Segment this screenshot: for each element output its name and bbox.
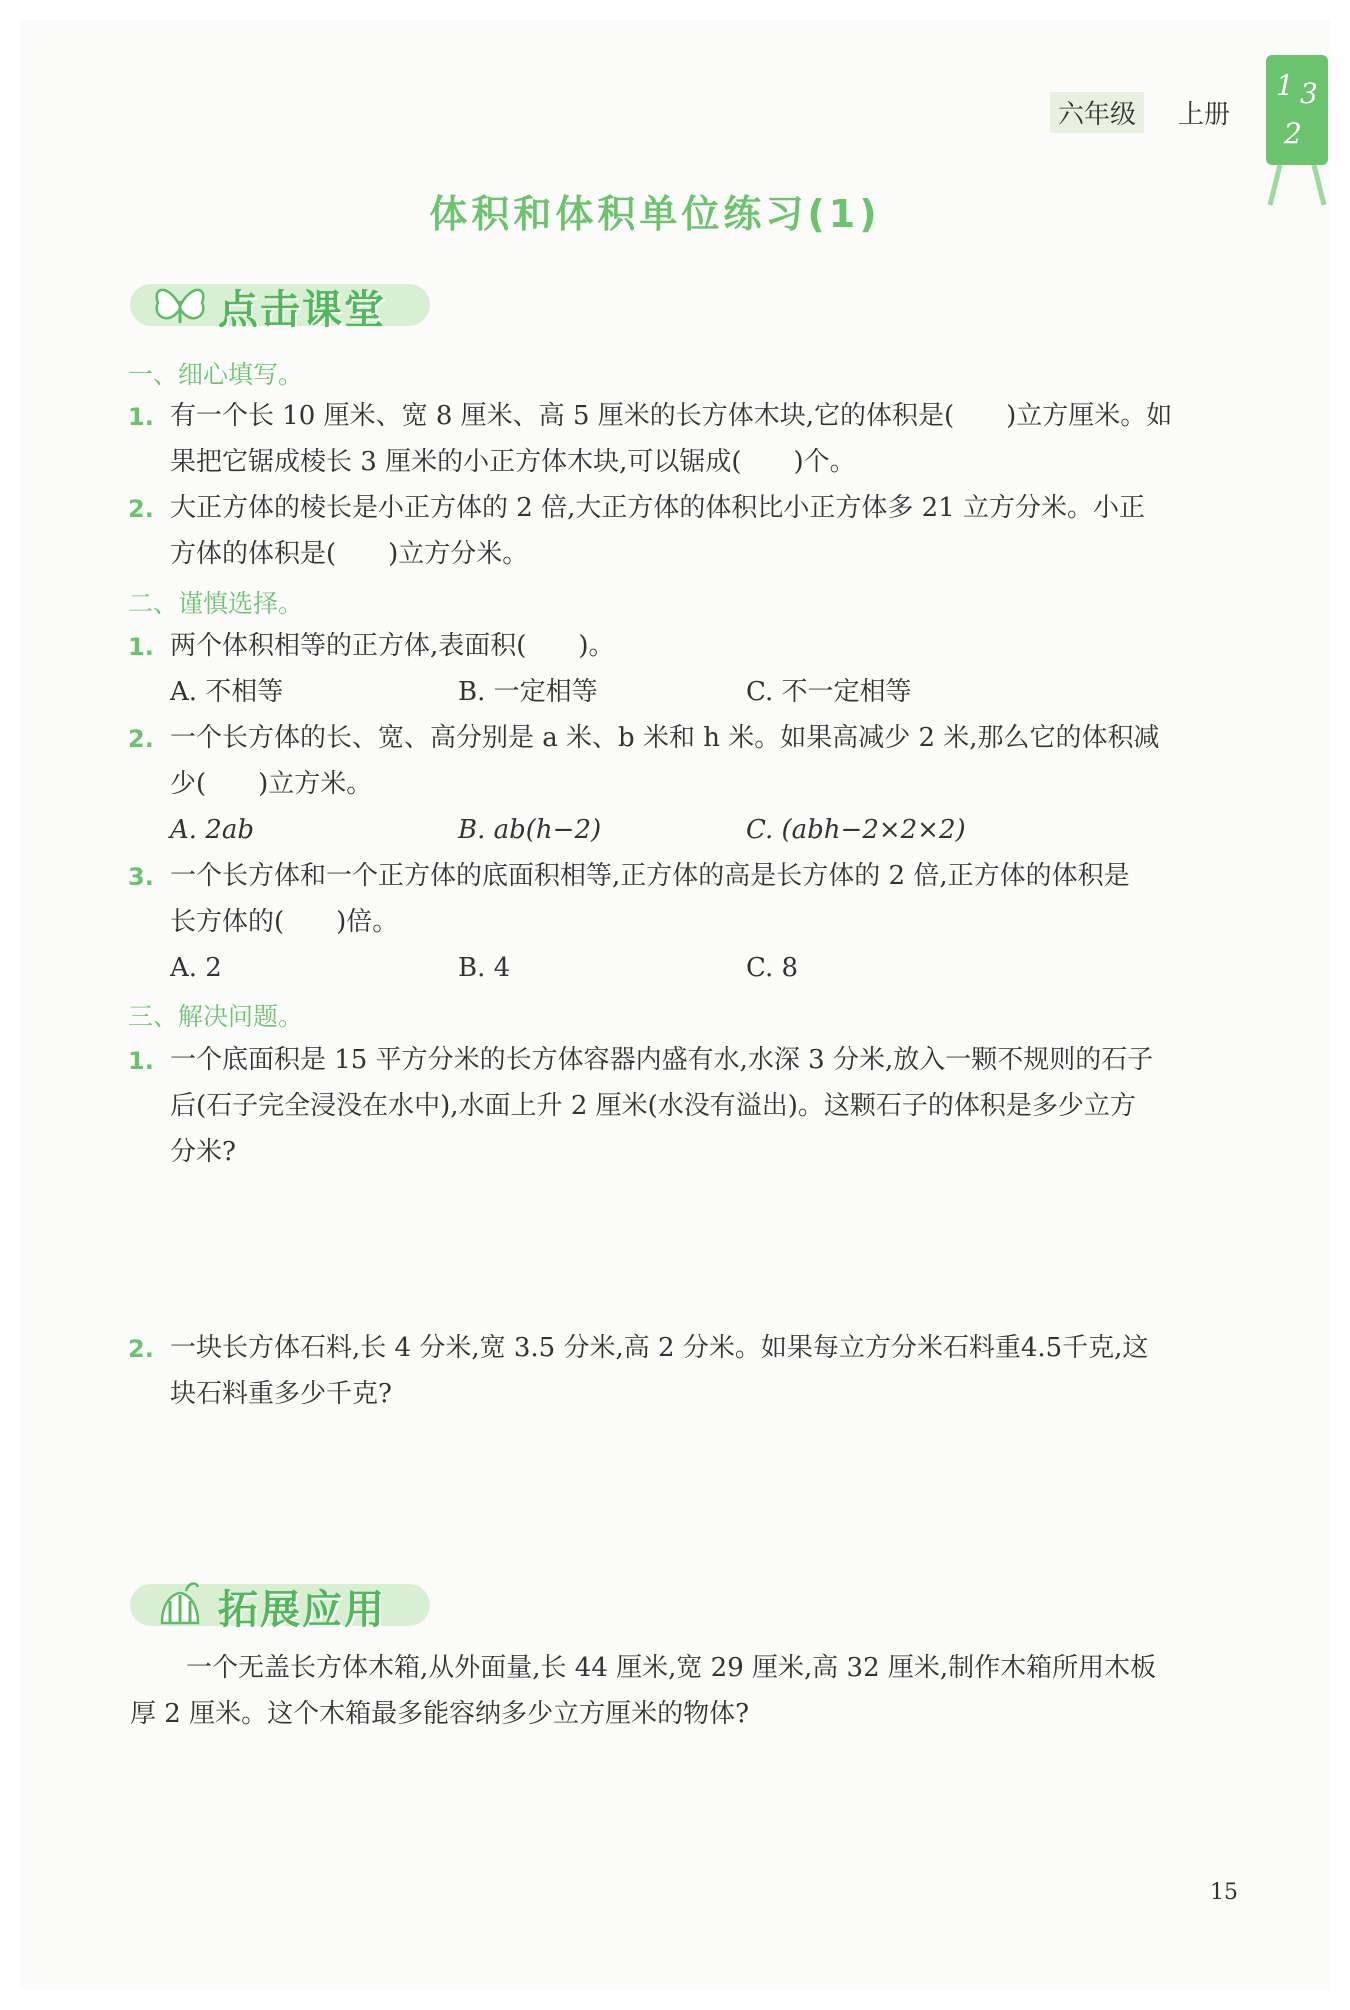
svg-text:3: 3: [1300, 77, 1318, 110]
solve-q1-line3: 分米?: [170, 1137, 236, 1167]
section-choice-heading: 二、谨慎选择。: [128, 589, 304, 618]
fill-q2-line2: 方体的体积是( )立方分米。: [170, 539, 529, 569]
choice-q1-option-c: C. 不一定相等: [746, 677, 912, 707]
solve-q2-line2: 块石料重多少千克?: [170, 1379, 392, 1409]
bee-icon: [152, 1579, 208, 1633]
choice-q1-option-a: A. 不相等: [170, 677, 284, 707]
choice-q3-option-c: C. 8: [746, 953, 799, 983]
choice-q3-option-b: B. 4: [458, 953, 511, 983]
choice-q2-line2: 少( )立方米。: [170, 769, 373, 799]
butterfly-icon: [150, 279, 210, 333]
svg-text:1: 1: [1276, 69, 1294, 102]
choice-q3-number: 3.: [128, 863, 154, 891]
solve-q1-line1: 一个底面积是 15 平方分米的长方体容器内盛有水,水深 3 分米,放入一颗不规则的石子: [170, 1045, 1154, 1075]
fill-q1-line1: 有一个长 10 厘米、宽 8 厘米、高 5 厘米的长方体木块,它的体积是( )立方厘米。如: [170, 401, 1173, 431]
section-solve-heading: 三、解决问题。: [128, 1002, 304, 1031]
page-number: 15: [1210, 1880, 1238, 1905]
page-title: 体积和体积单位练习(1): [429, 192, 881, 236]
solve-q2-number: 2.: [128, 1335, 154, 1363]
solve-q1-number: 1.: [128, 1047, 154, 1075]
choice-q1-line1: 两个体积相等的正方体,表面积( )。: [170, 631, 615, 661]
fill-q2-number: 2.: [128, 495, 154, 523]
grade-tag: [1050, 92, 1230, 133]
extension-line1: 一个无盖长方体木箱,从外面量,长 44 厘米,宽 29 厘米,高 32 厘米,制作木箱所用木板: [186, 1653, 1157, 1683]
solve-q1-line2: 后(石子完全浸没在水中),水面上升 2 厘米(水没有溢出)。这颗石子的体积是多少立方: [170, 1091, 1136, 1121]
choice-q2-option-b: B. ab(h−2): [458, 815, 602, 845]
svg-text:2: 2: [1284, 117, 1302, 150]
banner-classroom: [130, 278, 440, 334]
extension-line2: 厚 2 厘米。这个木箱最多能容纳多少立方厘米的物体?: [130, 1699, 750, 1729]
choice-q2-option-c: C. (abh−2×2×2): [746, 815, 966, 845]
section-fill-heading: 一、细心填写。: [128, 360, 304, 389]
choice-q2-number: 2.: [128, 725, 154, 753]
choice-q1-option-b: B. 一定相等: [458, 677, 598, 707]
fill-q1-number: 1.: [128, 403, 154, 431]
choice-q3-option-a: A. 2: [170, 953, 222, 983]
banner-extension-label: 拓展应用: [218, 1586, 386, 1633]
banner-classroom-label: 点击课堂: [218, 286, 386, 333]
choice-q2-line1: 一个长方体的长、宽、高分别是 a 米、b 米和 h 米。如果高减少 2 米,那么它的体积减: [170, 723, 1160, 753]
banner-extension: [130, 1578, 440, 1634]
volume-label: 上册: [1178, 100, 1231, 130]
grade-label: 六年级: [1050, 92, 1144, 133]
fill-q1-line2: 果把它锯成棱长 3 厘米的小正方体木块,可以锯成( )个。: [170, 447, 856, 477]
solve-q2-line1: 一块长方体石料,长 4 分米,宽 3.5 分米,高 2 分米。如果每立方分米石料重4.5千克,这: [170, 1333, 1149, 1363]
choice-q2-option-a: A. 2ab: [170, 815, 254, 845]
fill-q2-line1: 大正方体的棱长是小正方体的 2 倍,大正方体的体积比小正方体多 21 立方分米。小正: [170, 493, 1145, 523]
choice-q3-line2: 长方体的( )倍。: [170, 907, 399, 937]
choice-q1-number: 1.: [128, 633, 154, 661]
choice-q3-line1: 一个长方体和一个正方体的底面积相等,正方体的高是长方体的 2 倍,正方体的体积是: [170, 861, 1130, 891]
